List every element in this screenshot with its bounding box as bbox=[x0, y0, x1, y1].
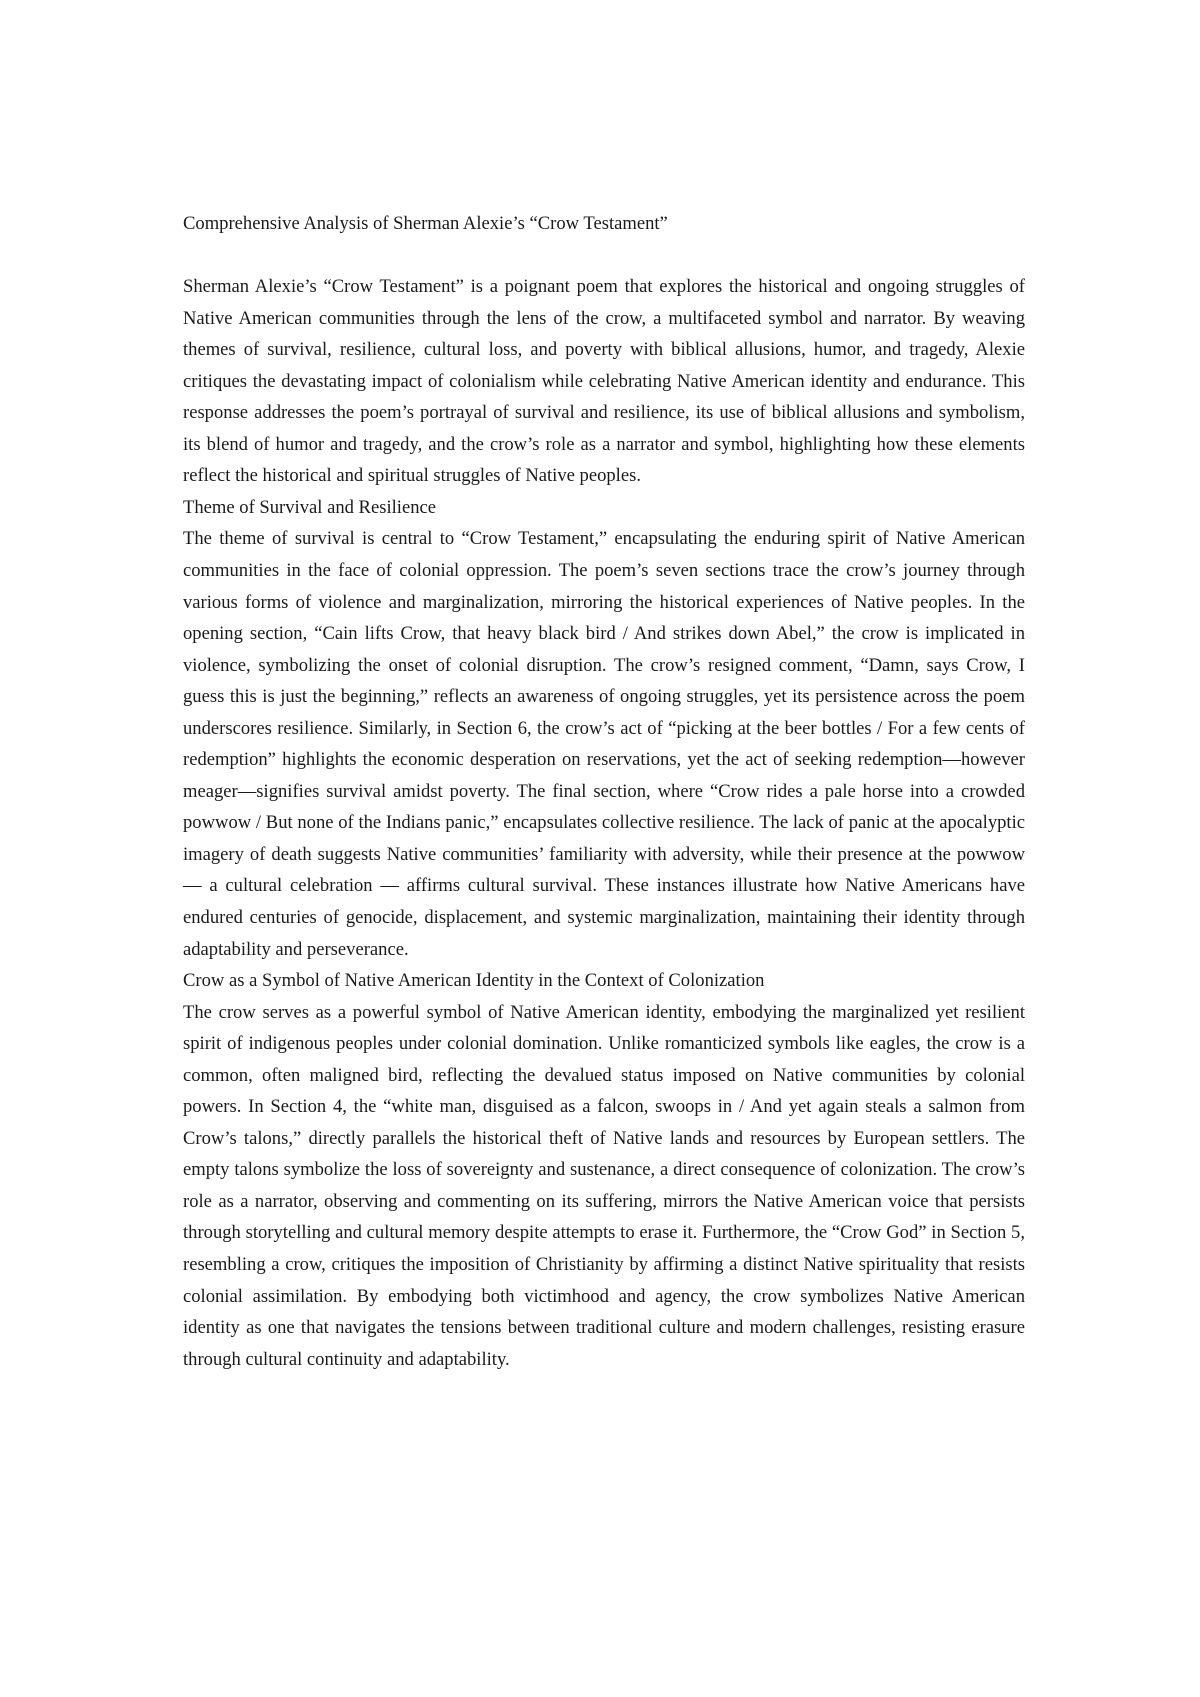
document-page bbox=[183, 208, 1025, 1375]
section-heading-crow-symbol: Crow as a Symbol of Native American Identity in the Context of Colonization bbox=[183, 970, 765, 992]
document-title: Comprehensive Analysis of Sherman Alexie’s “Crow Testament” bbox=[183, 213, 668, 234]
section-body-crow-symbol: The crow serves as a powerful symbol of Native American identity, embodying the marginalized yet resilient spirit of indigenous peoples under colonial domination. Unlike romanticized symbols like eagles, the crow is a common, often maligned bird, reflecting the devalued status imposed on Native communities by colonial powers. In Section 4, the “white man, disguised as a falcon, swoops in / And yet again steals a salmon from Crow’s talons,” directly parallels the historical theft of Native lands and resources by European settlers. The empty talons symbolize the loss of sovereignty and sustenance, a direct consequence of colonization. The crow’s role as a narrator, observing and commenting on its suffering, mirrors the Native American voice that persists through storytelling and cultural memory despite attempts to erase it. Furthermore, the “Crow God” in Section 5, resembling a crow, critiques the imposition of Christianity by affirming a distinct Native spirituality that resists colonial assimilation. By embodying both victimhood and agency, the crow symbolizes Native American identity as one that navigates the tensions between traditional culture and modern challenges, resisting erasure through cultural continuity and adaptability. bbox=[183, 1001, 1025, 1370]
section-heading-survival: Theme of Survival and Resilience bbox=[183, 496, 437, 518]
intro-paragraph: Sherman Alexie’s “Crow Testament” is a poignant poem that explores the historical and ongoing struggles of Native American communities through the lens of the crow, a multifaceted symbol and narrator. By weaving themes of survival, resilience, cultural loss, and poverty with biblical allusions, humor, and tragedy, Alexie critiques the devastating impact of colonialism while celebrating Native American identity and endurance. This response addresses the poem’s portrayal of survival and resilience, its use of biblical allusions and symbolism, its blend of humor and tragedy, and the crow’s role as a narrator and symbol, highlighting how these elements reflect the historical and spiritual struggles of Native peoples. bbox=[183, 276, 1025, 487]
section-body-survival: The theme of survival is central to “Crow Testament,” encapsulating the enduring spirit of Native American communities in the face of colonial oppression. The poem’s seven sections trace the crow’s journey through various forms of violence and marginalization, mirroring the historical experiences of Native peoples. In the opening section, “Cain lifts Crow, that heavy black bird / And strikes down Abel,” the crow is implicated in violence, symbolizing the onset of colonial disruption. The crow’s resigned comment, “Damn, says Crow, I guess this is just the beginning,” reflects an awareness of ongoing struggles, yet its persistence across the poem underscores resilience. Similarly, in Section 6, the crow’s act of “picking at the beer bottles / For a few cents of redemption” highlights the economic desperation on reservations, yet the act of seeking redemption—however meager—signifies survival amidst poverty. The final section, where “Crow rides a pale horse into a crowded powwow / But none of the Indians panic,” encapsulates collective resilience. The lack of panic at the apocalyptic imagery of death suggests Native communities’ familiarity with adversity, while their presence at the powwow — a cultural celebration — affirms cultural survival. These instances illustrate how Native Americans have endured centuries of genocide, displacement, and systemic marginalization, maintaining their identity through adaptability and perseverance. bbox=[183, 528, 1025, 960]
